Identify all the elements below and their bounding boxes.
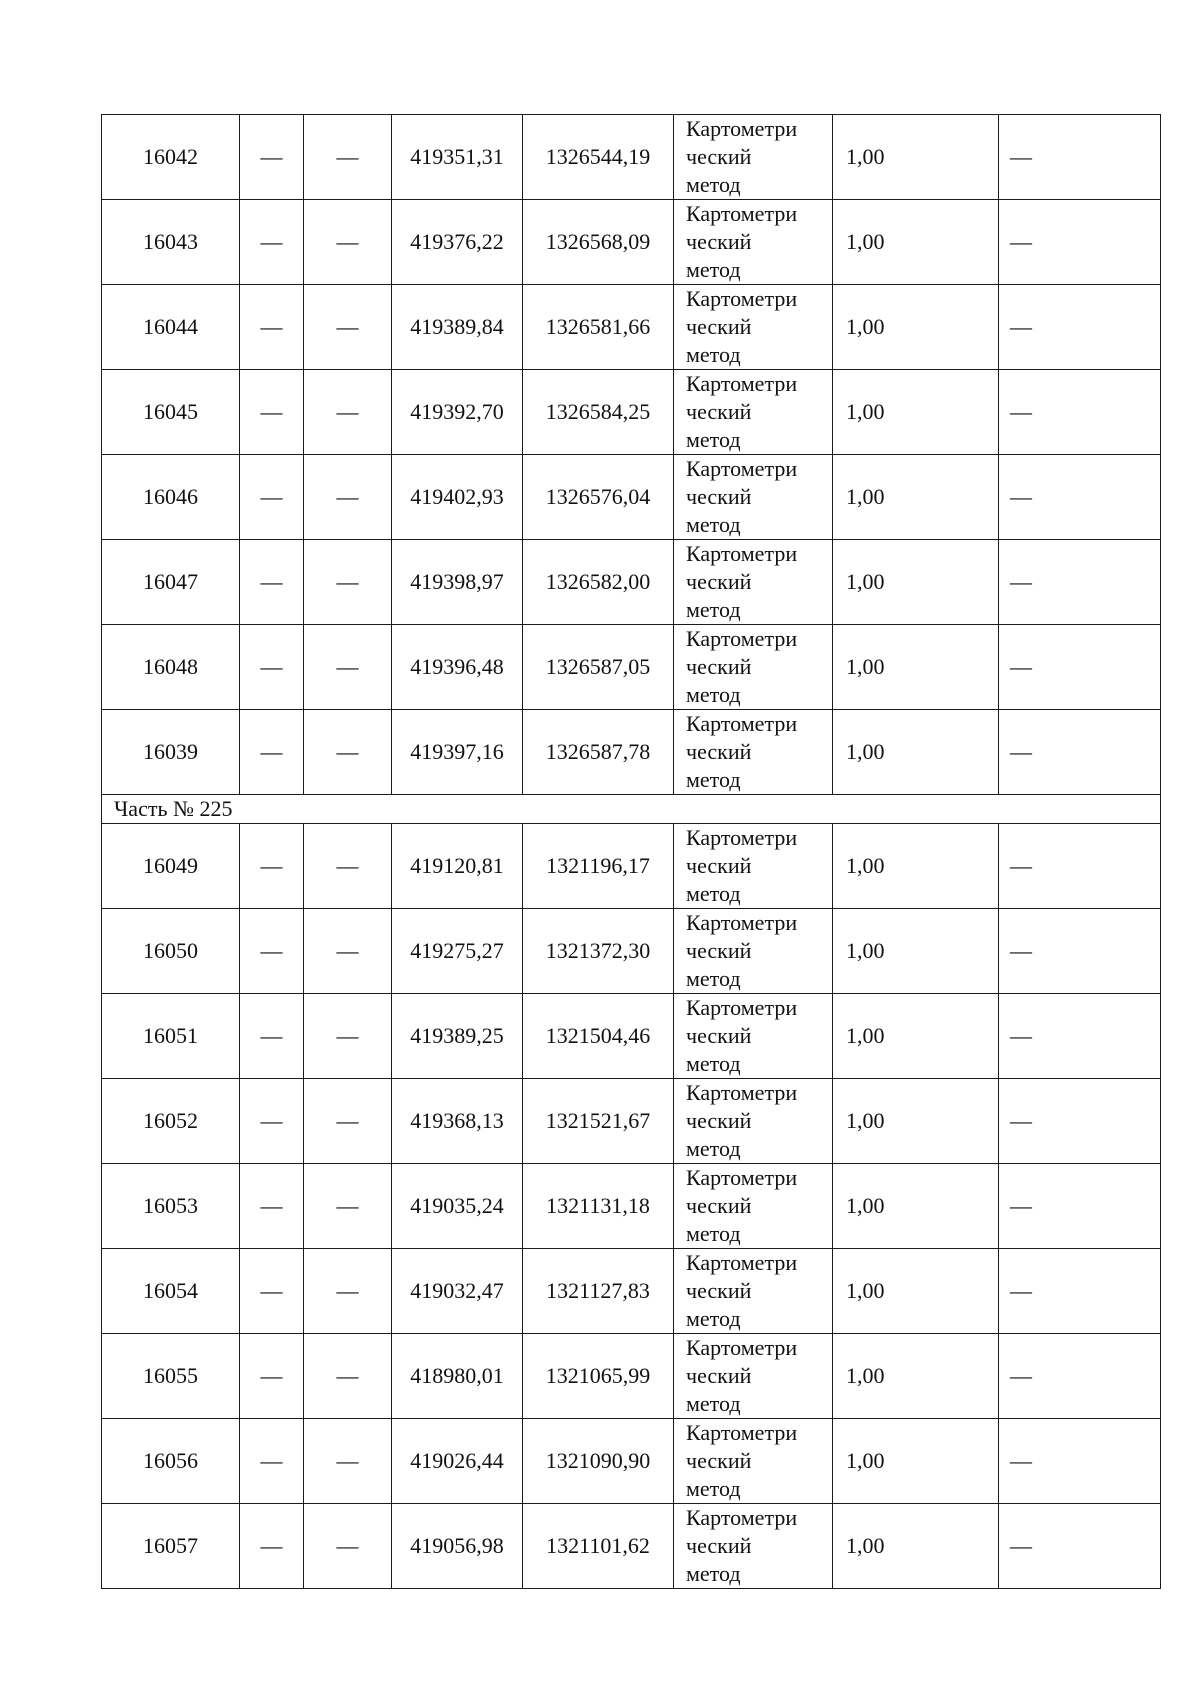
y-coordinate-cell: 1321196,17 [523,824,674,909]
x-coordinate-cell: 419275,27 [392,909,523,994]
x-coordinate-cell: 418980,01 [392,1334,523,1419]
point-number-cell: 16052 [102,1079,240,1164]
method-line: ческий [686,853,752,878]
method-line: ческий [686,654,752,679]
method-line: Картометри [686,456,798,481]
empty-value-cell: — [304,285,392,370]
method-line: метод [686,1306,741,1331]
x-coordinate-cell: 419351,31 [392,115,523,200]
table-row [102,1249,1161,1334]
accuracy-cell: 1,00 [833,285,999,370]
empty-value-cell: — [240,1334,304,1419]
point-number-cell: 16048 [102,625,240,710]
y-coordinate-cell: 1321504,46 [523,994,674,1079]
y-coordinate-cell: 1326582,00 [523,540,674,625]
method-line: ческий [686,1363,752,1388]
note-cell: — [999,1164,1161,1249]
y-coordinate-cell: 1321101,62 [523,1504,674,1589]
method-line: Картометри [686,371,798,396]
point-number-cell: 16057 [102,1504,240,1589]
accuracy-cell: 1,00 [833,1164,999,1249]
method-line: метод [686,427,741,452]
empty-value-cell: — [304,1164,392,1249]
empty-value-cell: — [304,1249,392,1334]
point-number-cell: 16053 [102,1164,240,1249]
method-cell [674,710,833,795]
accuracy-cell: 1,00 [833,540,999,625]
method-cell [674,115,833,200]
method-cell [674,994,833,1079]
empty-value-cell: — [240,1419,304,1504]
method-line: метод [686,342,741,367]
empty-value-cell: — [240,455,304,540]
method-line: метод [686,1561,741,1586]
table-row [102,455,1161,540]
empty-value-cell: — [304,200,392,285]
accuracy-cell: 1,00 [833,1079,999,1164]
method-cell [674,625,833,710]
accuracy-cell: 1,00 [833,1249,999,1334]
table-row [102,994,1161,1079]
method-line: Картометри [686,1080,798,1105]
y-coordinate-cell: 1326587,78 [523,710,674,795]
x-coordinate-cell: 419376,22 [392,200,523,285]
note-cell: — [999,1079,1161,1164]
x-coordinate-cell: 419368,13 [392,1079,523,1164]
method-line: Картометри [686,626,798,651]
empty-value-cell: — [304,1334,392,1419]
method-cell [674,540,833,625]
table-row [102,1334,1161,1419]
method-cell [674,909,833,994]
empty-value-cell: — [304,455,392,540]
note-cell: — [999,625,1161,710]
empty-value-cell: — [240,370,304,455]
method-line: метод [686,1136,741,1161]
empty-value-cell: — [240,540,304,625]
method-line: метод [686,512,741,537]
method-line: ческий [686,1278,752,1303]
method-line: ческий [686,1533,752,1558]
empty-value-cell: — [304,1419,392,1504]
y-coordinate-cell: 1326544,19 [523,115,674,200]
method-line: ческий [686,1023,752,1048]
note-cell: — [999,1334,1161,1419]
table-body [102,115,1161,1589]
note-cell: — [999,710,1161,795]
y-coordinate-cell: 1326587,05 [523,625,674,710]
x-coordinate-cell: 419398,97 [392,540,523,625]
y-coordinate-cell: 1326568,09 [523,200,674,285]
method-line: Картометри [686,910,798,935]
method-line: Картометри [686,1250,798,1275]
empty-value-cell: — [240,1504,304,1589]
note-cell: — [999,994,1161,1079]
y-coordinate-cell: 1326584,25 [523,370,674,455]
accuracy-cell: 1,00 [833,909,999,994]
table-row [102,1164,1161,1249]
x-coordinate-cell: 419120,81 [392,824,523,909]
accuracy-cell: 1,00 [833,994,999,1079]
x-coordinate-cell: 419035,24 [392,1164,523,1249]
accuracy-cell: 1,00 [833,115,999,200]
method-line: ческий [686,314,752,339]
method-cell [674,1249,833,1334]
point-number-cell: 16047 [102,540,240,625]
point-number-cell: 16049 [102,824,240,909]
point-number-cell: 16042 [102,115,240,200]
method-line: метод [686,767,741,792]
x-coordinate-cell: 419402,93 [392,455,523,540]
note-cell: — [999,285,1161,370]
point-number-cell: 16043 [102,200,240,285]
note-cell: — [999,1419,1161,1504]
x-coordinate-cell: 419056,98 [392,1504,523,1589]
x-coordinate-cell: 419026,44 [392,1419,523,1504]
method-line: ческий [686,938,752,963]
method-line: Картометри [686,286,798,311]
note-cell: — [999,200,1161,285]
method-cell [674,1079,833,1164]
note-cell: — [999,370,1161,455]
table-row [102,1419,1161,1504]
method-cell [674,1419,833,1504]
point-number-cell: 16044 [102,285,240,370]
method-line: Картометри [686,1335,798,1360]
empty-value-cell: — [304,540,392,625]
table-row [102,625,1161,710]
empty-value-cell: — [240,285,304,370]
x-coordinate-cell: 419389,25 [392,994,523,1079]
method-line: метод [686,1476,741,1501]
method-cell [674,285,833,370]
table-row [102,1079,1161,1164]
note-cell: — [999,1249,1161,1334]
method-line: метод [686,1221,741,1246]
method-line: метод [686,257,741,282]
point-number-cell: 16050 [102,909,240,994]
note-cell: — [999,909,1161,994]
method-line: ческий [686,1108,752,1133]
empty-value-cell: — [304,115,392,200]
method-line: ческий [686,144,752,169]
method-cell [674,1164,833,1249]
empty-value-cell: — [304,625,392,710]
point-number-cell: 16055 [102,1334,240,1419]
accuracy-cell: 1,00 [833,824,999,909]
empty-value-cell: — [240,115,304,200]
method-line: Картометри [686,711,798,736]
y-coordinate-cell: 1321065,99 [523,1334,674,1419]
accuracy-cell: 1,00 [833,1504,999,1589]
empty-value-cell: — [240,625,304,710]
note-cell: — [999,824,1161,909]
table-row [102,1504,1161,1589]
empty-value-cell: — [240,1079,304,1164]
method-line: Картометри [686,1505,798,1530]
point-number-cell: 16054 [102,1249,240,1334]
method-line: ческий [686,739,752,764]
method-line: Картометри [686,995,798,1020]
method-line: ческий [686,1193,752,1218]
table-row [102,115,1161,200]
table-row [102,824,1161,909]
accuracy-cell: 1,00 [833,455,999,540]
table-row [102,710,1161,795]
note-cell: — [999,1504,1161,1589]
table-row [102,540,1161,625]
x-coordinate-cell: 419389,84 [392,285,523,370]
x-coordinate-cell: 419392,70 [392,370,523,455]
table-row [102,909,1161,994]
method-line: метод [686,682,741,707]
accuracy-cell: 1,00 [833,200,999,285]
method-line: метод [686,1391,741,1416]
section-title: Часть № 225 [102,795,1161,824]
point-number-cell: 16046 [102,455,240,540]
empty-value-cell: — [240,994,304,1079]
y-coordinate-cell: 1321127,83 [523,1249,674,1334]
method-cell [674,824,833,909]
y-coordinate-cell: 1321372,30 [523,909,674,994]
empty-value-cell: — [240,824,304,909]
coordinates-table [101,114,1161,1589]
section-header-row [102,795,1161,824]
point-number-cell: 16056 [102,1419,240,1504]
table-row [102,285,1161,370]
y-coordinate-cell: 1326576,04 [523,455,674,540]
x-coordinate-cell: 419396,48 [392,625,523,710]
method-line: метод [686,881,741,906]
accuracy-cell: 1,00 [833,1334,999,1419]
x-coordinate-cell: 419032,47 [392,1249,523,1334]
empty-value-cell: — [240,1249,304,1334]
empty-value-cell: — [240,1164,304,1249]
method-line: ческий [686,484,752,509]
method-line: ческий [686,1448,752,1473]
method-cell [674,200,833,285]
table-row [102,200,1161,285]
accuracy-cell: 1,00 [833,625,999,710]
y-coordinate-cell: 1326581,66 [523,285,674,370]
note-cell: — [999,115,1161,200]
method-line: Картометри [686,825,798,850]
point-number-cell: 16039 [102,710,240,795]
method-line: метод [686,597,741,622]
method-line: Картометри [686,116,798,141]
method-cell [674,1504,833,1589]
empty-value-cell: — [240,710,304,795]
method-line: Картометри [686,541,798,566]
method-cell [674,455,833,540]
method-line: Картометри [686,1165,798,1190]
method-cell [674,1334,833,1419]
table-row [102,370,1161,455]
empty-value-cell: — [304,994,392,1079]
accuracy-cell: 1,00 [833,1419,999,1504]
empty-value-cell: — [304,710,392,795]
y-coordinate-cell: 1321090,90 [523,1419,674,1504]
method-line: ческий [686,399,752,424]
empty-value-cell: — [304,370,392,455]
method-line: метод [686,1051,741,1076]
empty-value-cell: — [304,824,392,909]
empty-value-cell: — [304,1504,392,1589]
y-coordinate-cell: 1321131,18 [523,1164,674,1249]
x-coordinate-cell: 419397,16 [392,710,523,795]
method-line: метод [686,966,741,991]
accuracy-cell: 1,00 [833,710,999,795]
empty-value-cell: — [240,909,304,994]
point-number-cell: 16051 [102,994,240,1079]
empty-value-cell: — [304,909,392,994]
note-cell: — [999,455,1161,540]
method-line: ческий [686,569,752,594]
accuracy-cell: 1,00 [833,370,999,455]
method-line: Картометри [686,1420,798,1445]
method-line: ческий [686,229,752,254]
empty-value-cell: — [304,1079,392,1164]
point-number-cell: 16045 [102,370,240,455]
note-cell: — [999,540,1161,625]
method-cell [674,370,833,455]
empty-value-cell: — [240,200,304,285]
method-line: метод [686,172,741,197]
method-line: Картометри [686,201,798,226]
y-coordinate-cell: 1321521,67 [523,1079,674,1164]
